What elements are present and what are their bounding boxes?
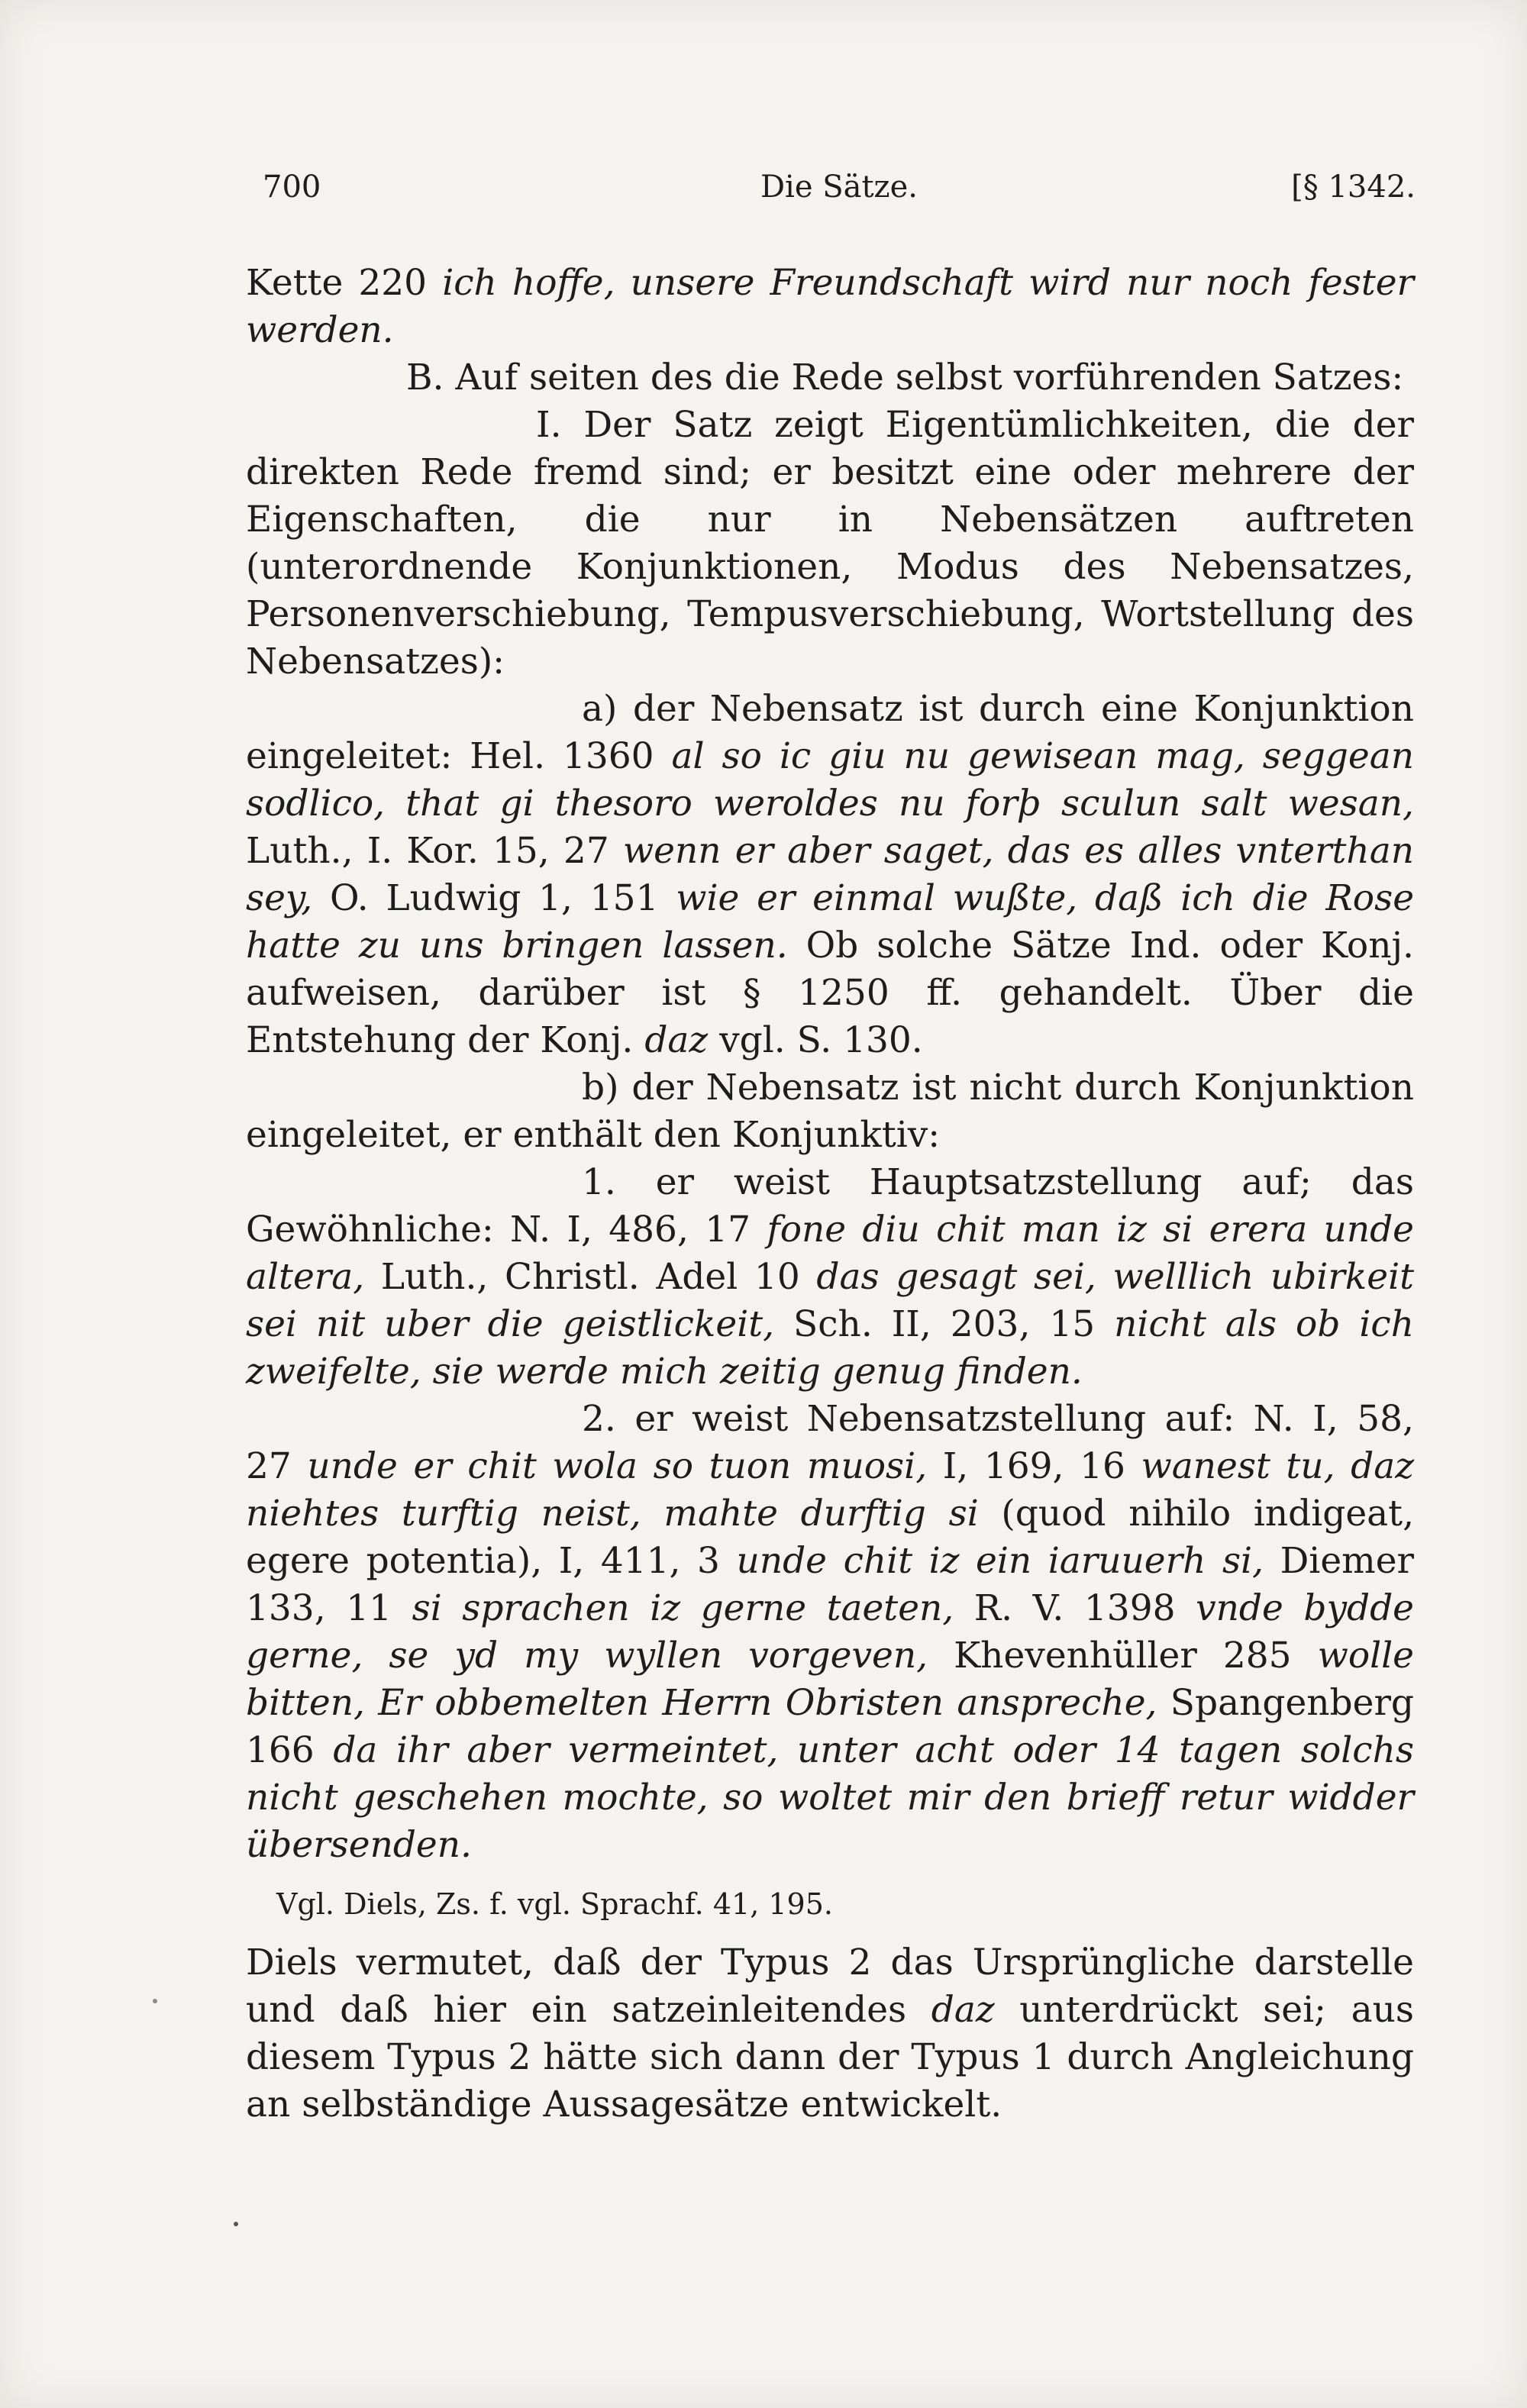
text-run: (quod nihilo indigeat, egere potentia), I, 411, 3 (246, 1493, 1415, 1582)
text-run: Diemer 133, 11 (246, 1540, 1414, 1629)
page-number: 700 (263, 169, 321, 205)
running-title: Die Sätze. (760, 169, 918, 205)
italic-quotation: wie er einmal wußte, daß ich die Rose hatte zu uns bringen lassen. (246, 877, 1415, 967)
margin-speck (153, 1999, 157, 2003)
text-run: vgl. S. 130. (708, 1019, 923, 1061)
italic-quotation: unde er chit wola so tuon muosi, (307, 1445, 928, 1487)
footnote-reference (246, 1883, 1414, 1925)
italic-quotation: si sprachen iz gerne taeten, (412, 1587, 954, 1629)
italic-quotation: unde chit iz ein iaruuerh si, (736, 1540, 1264, 1582)
paragraph (246, 686, 1414, 1064)
text-run: I. Der Satz zeigt Eigentümlichkeiten, die der direkten Rede fremd sind; er besitzt eine oder mehrere der Eigenschaften, die nur in Nebensätzen auftreten (unterordnende Konjunktionen, Modus des Nebensatzes, Personenverschiebung, Tempusverschiebung, Wortstellung des Nebensatzes): (246, 404, 1414, 683)
paragraph (246, 402, 1414, 686)
text-run: I, 169, 16 (927, 1445, 1141, 1487)
text-run: Luth., Christl. Adel 10 (364, 1256, 817, 1298)
italic-quotation: wolle bitten, Er obbemelten Herrn Obristen anspreche, (246, 1635, 1414, 1724)
paragraph (246, 1064, 1414, 1159)
paragraph (246, 260, 1414, 354)
text-run: Sch. II, 203, 15 (774, 1303, 1115, 1345)
text-run: unterdrückt sei; aus diesem Typus 2 hätte sich dann der Typus 1 durch Angleichung an selbständige Aussagesätze entwickelt. (246, 1989, 1414, 2126)
italic-quotation: fone diu chit man iz si erera unde altera, (246, 1209, 1414, 1298)
text-run: a) der Nebensatz ist durch eine Konjunktion eingeleitet: Hel. 1360 (246, 688, 1414, 777)
italic-quotation: daz (644, 1019, 709, 1061)
italic-quotation: nicht als ob ich zweifelte, sie werde mich zeitig genug finden. (246, 1303, 1414, 1393)
italic-quotation: das gesagt sei, welllich ubirkeit sei nit uber die geistlickeit, (246, 1256, 1414, 1345)
paragraph (246, 1396, 1414, 1869)
text-run: Vgl. Diels, Zs. f. vgl. Sprachf. 41, 195. (276, 1887, 833, 1921)
text-run: b) der Nebensatz ist nicht durch Konjunktion eingeleitet, er enthält den Konjunktiv: (246, 1067, 1414, 1156)
section-number: [§ 1342. (1291, 169, 1416, 205)
text-run: 2. er weist Nebensatzstellung auf: N. I, 58, 27 (246, 1398, 1414, 1487)
running-header (263, 169, 1416, 215)
text-run: Spangenberg 166 (246, 1682, 1415, 1771)
text-run: Kette 220 (246, 262, 443, 304)
text-run: Ob solche Sätze Ind. oder Konj. aufweisen, darüber ist § 1250 ff. gehandelt. Über die Entstehung der Konj. (246, 925, 1414, 1061)
text-run: O. Ludwig 1, 151 (312, 877, 676, 919)
italic-quotation: vnde bydde gerne, se yd my wyllen vorgeven, (246, 1587, 1414, 1677)
text-run: Khevenhüller 285 (928, 1635, 1318, 1677)
italic-quotation: al so ic giu nu gewisean mag, seggean sodlico, that gi thesoro weroldes nu forþ sculun salt wesan, (246, 735, 1414, 825)
paragraph (246, 354, 1414, 402)
italic-quotation: daz (931, 1989, 995, 2031)
paragraph (246, 1939, 1414, 2129)
margin-speck (234, 2222, 238, 2226)
italic-quotation: da ihr aber vermeintet, unter acht oder 14 tagen solchs nicht geschehen mochte, so woltet mir den brieff retur widder übersenden. (246, 1729, 1414, 1866)
text-run: Luth., I. Kor. 15, 27 (246, 830, 623, 872)
italic-quotation: ich hoffe, unsere Freundschaft wird nur noch fester werden. (246, 262, 1414, 351)
italic-quotation: wenn er aber saget, das es alles vnterthan sey, (246, 830, 1414, 919)
text-run: 1. er weist Hauptsatzstellung auf; das Gewöhnliche: N. I, 486, 17 (246, 1161, 1414, 1251)
italic-quotation: wanest tu, daz niehtes turftig neist, mahte durftig si (246, 1445, 1414, 1535)
text-run: B. Auf seiten des die Rede selbst vorführenden Satzes: (406, 357, 1404, 399)
paragraph (246, 1159, 1414, 1396)
text-run: R. V. 1398 (954, 1587, 1196, 1629)
text-run: Diels vermutet, daß der Typus 2 das Ursprüngliche darstelle und daß hier ein satzeinleitendes (246, 1942, 1414, 2031)
body-text (246, 260, 1414, 2129)
